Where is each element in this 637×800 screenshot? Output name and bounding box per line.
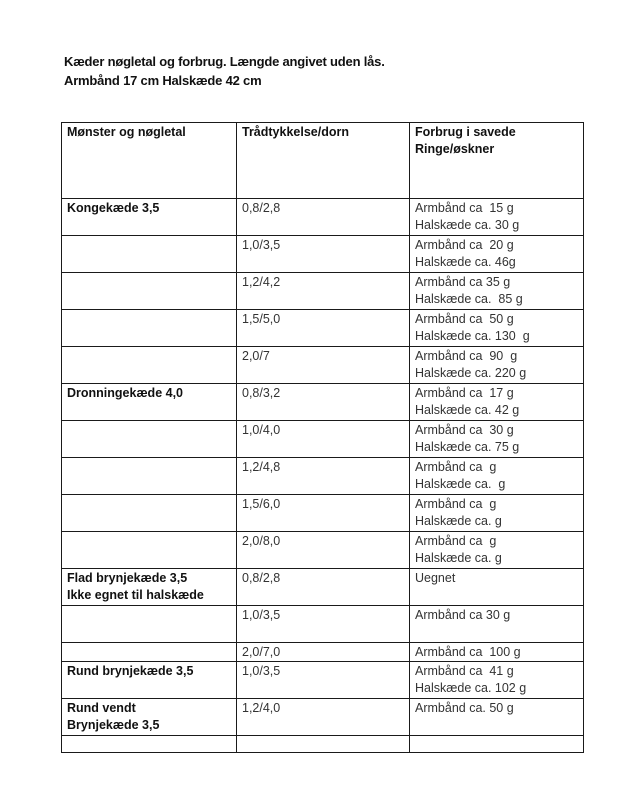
intro-line-2: Armbånd 17 cm Halskæde 42 cm bbox=[64, 73, 262, 88]
usage-cell: Armbånd ca 15 g Halskæde ca. 30 g bbox=[410, 199, 584, 236]
table-row bbox=[62, 199, 584, 236]
table-row bbox=[62, 384, 584, 421]
pattern-cell bbox=[62, 736, 237, 753]
usage-cell: Armbånd ca 90 g Halskæde ca. 220 g bbox=[410, 347, 584, 384]
pattern-cell: Flad brynjekæde 3,5 Ikke egnet til halskæde bbox=[62, 569, 237, 606]
usage-cell: Armbånd ca 100 g bbox=[410, 643, 584, 662]
header-usage: Forbrug i savede Ringe/øskner bbox=[410, 123, 584, 199]
intro-line-1: Kæder nøgletal og forbrug. Længde angivet uden lås. bbox=[64, 54, 385, 69]
pattern-cell bbox=[62, 495, 237, 532]
header-pattern: Mønster og nøgletal bbox=[62, 123, 237, 199]
table-row bbox=[62, 236, 584, 273]
table-row bbox=[62, 606, 584, 643]
pattern-cell bbox=[62, 347, 237, 384]
usage-cell: Uegnet bbox=[410, 569, 584, 606]
wire-cell: 2,0/7,0 bbox=[237, 643, 410, 662]
table-row bbox=[62, 458, 584, 495]
wire-cell: 0,8/2,8 bbox=[237, 569, 410, 606]
wire-cell: 1,5/6,0 bbox=[237, 495, 410, 532]
usage-cell: Armbånd ca 20 g Halskæde ca. 46g bbox=[410, 236, 584, 273]
usage-cell: Armbånd ca 17 g Halskæde ca. 42 g bbox=[410, 384, 584, 421]
wire-cell: 1,2/4,0 bbox=[237, 699, 410, 736]
wire-cell: 0,8/3,2 bbox=[237, 384, 410, 421]
usage-cell: Armbånd ca 35 g Halskæde ca. 85 g bbox=[410, 273, 584, 310]
table-row bbox=[62, 273, 584, 310]
table-row bbox=[62, 310, 584, 347]
wire-cell bbox=[237, 736, 410, 753]
usage-cell bbox=[410, 736, 584, 753]
usage-cell: Armbånd ca g Halskæde ca. g bbox=[410, 495, 584, 532]
usage-cell: Armbånd ca 41 g Halskæde ca. 102 g bbox=[410, 662, 584, 699]
table-row bbox=[62, 495, 584, 532]
pattern-cell bbox=[62, 421, 237, 458]
table-row bbox=[62, 532, 584, 569]
wire-cell: 0,8/2,8 bbox=[237, 199, 410, 236]
pattern-cell bbox=[62, 532, 237, 569]
usage-cell: Armbånd ca 30 g Halskæde ca. 75 g bbox=[410, 421, 584, 458]
pattern-cell bbox=[62, 236, 237, 273]
table-row bbox=[62, 662, 584, 699]
wire-cell: 2,0/8,0 bbox=[237, 532, 410, 569]
table-row bbox=[62, 699, 584, 736]
usage-cell: Armbånd ca. 50 g bbox=[410, 699, 584, 736]
table-header-row bbox=[62, 123, 584, 199]
chain-table bbox=[61, 122, 584, 753]
wire-cell: 1,5/5,0 bbox=[237, 310, 410, 347]
table-row bbox=[62, 347, 584, 384]
pattern-cell bbox=[62, 273, 237, 310]
usage-cell: Armbånd ca 30 g bbox=[410, 606, 584, 643]
usage-cell: Armbånd ca g Halskæde ca. g bbox=[410, 458, 584, 495]
pattern-cell bbox=[62, 643, 237, 662]
pattern-cell bbox=[62, 606, 237, 643]
wire-cell: 1,2/4,8 bbox=[237, 458, 410, 495]
pattern-cell: Rund vendt Brynjekæde 3,5 bbox=[62, 699, 237, 736]
table-row bbox=[62, 736, 584, 753]
usage-cell: Armbånd ca g Halskæde ca. g bbox=[410, 532, 584, 569]
table-row bbox=[62, 643, 584, 662]
pattern-cell: Kongekæde 3,5 bbox=[62, 199, 237, 236]
wire-cell: 1,0/4,0 bbox=[237, 421, 410, 458]
wire-cell: 1,0/3,5 bbox=[237, 662, 410, 699]
wire-cell: 2,0/7 bbox=[237, 347, 410, 384]
wire-cell: 1,0/3,5 bbox=[237, 236, 410, 273]
pattern-cell: Dronningekæde 4,0 bbox=[62, 384, 237, 421]
table-row bbox=[62, 569, 584, 606]
pattern-cell: Rund brynjekæde 3,5 bbox=[62, 662, 237, 699]
pattern-cell bbox=[62, 310, 237, 347]
wire-cell: 1,2/4,2 bbox=[237, 273, 410, 310]
table-row bbox=[62, 421, 584, 458]
document-intro bbox=[64, 52, 385, 90]
header-wire: Trådtykkelse/dorn bbox=[237, 123, 410, 199]
usage-cell: Armbånd ca 50 g Halskæde ca. 130 g bbox=[410, 310, 584, 347]
wire-cell: 1,0/3,5 bbox=[237, 606, 410, 643]
pattern-cell bbox=[62, 458, 237, 495]
